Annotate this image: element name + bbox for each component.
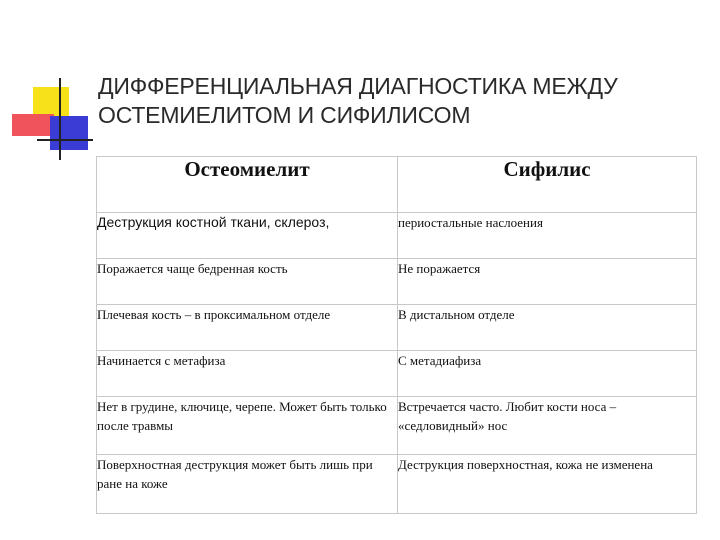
table-cell: Начинается с метафиза (97, 351, 398, 397)
table-cell: В дистальном отделе (398, 305, 697, 351)
slide-title-line-1: ДИФФЕРЕНЦИАЛЬНАЯ ДИАГНОСТИКА МЕЖДУ (98, 73, 618, 99)
decor-red-bar (12, 114, 54, 136)
table-cell: периостальные наслоения (398, 213, 697, 259)
slide-title-line-2: ОСТЕМИЕЛИТОМ И СИФИЛИСОМ (98, 102, 471, 128)
table-cell: С метадиафиза (398, 351, 697, 397)
table-row (97, 259, 697, 305)
table-header-row (97, 157, 697, 213)
column-header-osteomyelitis: Остеомиелит (97, 157, 398, 213)
column-header-syphilis: Сифилис (398, 157, 697, 213)
comparison-table (96, 156, 697, 514)
table-cell: Плечевая кость – в проксимальном отделе (97, 305, 398, 351)
table-cell: Поверхностная деструкция может быть лишь при ране на коже (97, 455, 398, 514)
table-cell: Встречается часто. Любит кости носа – «седловидный» нос (398, 397, 697, 455)
decor-horizontal-line (37, 139, 93, 141)
table-row (97, 351, 697, 397)
table-row (97, 455, 697, 514)
table-cell: Деструкция костной ткани, склероз, (97, 213, 398, 259)
slide-title (98, 72, 708, 130)
table-cell: Деструкция поверхностная, кожа не изменена (398, 455, 697, 514)
table-cell: Поражается чаще бедренная кость (97, 259, 398, 305)
decor-vertical-line (59, 78, 61, 160)
table-cell: Не поражается (398, 259, 697, 305)
table-row (97, 305, 697, 351)
decor-blue-square (50, 116, 88, 150)
table-row (97, 397, 697, 455)
table-row (97, 213, 697, 259)
table-cell: Нет в грудине, ключице, черепе. Может быть только после травмы (97, 397, 398, 455)
